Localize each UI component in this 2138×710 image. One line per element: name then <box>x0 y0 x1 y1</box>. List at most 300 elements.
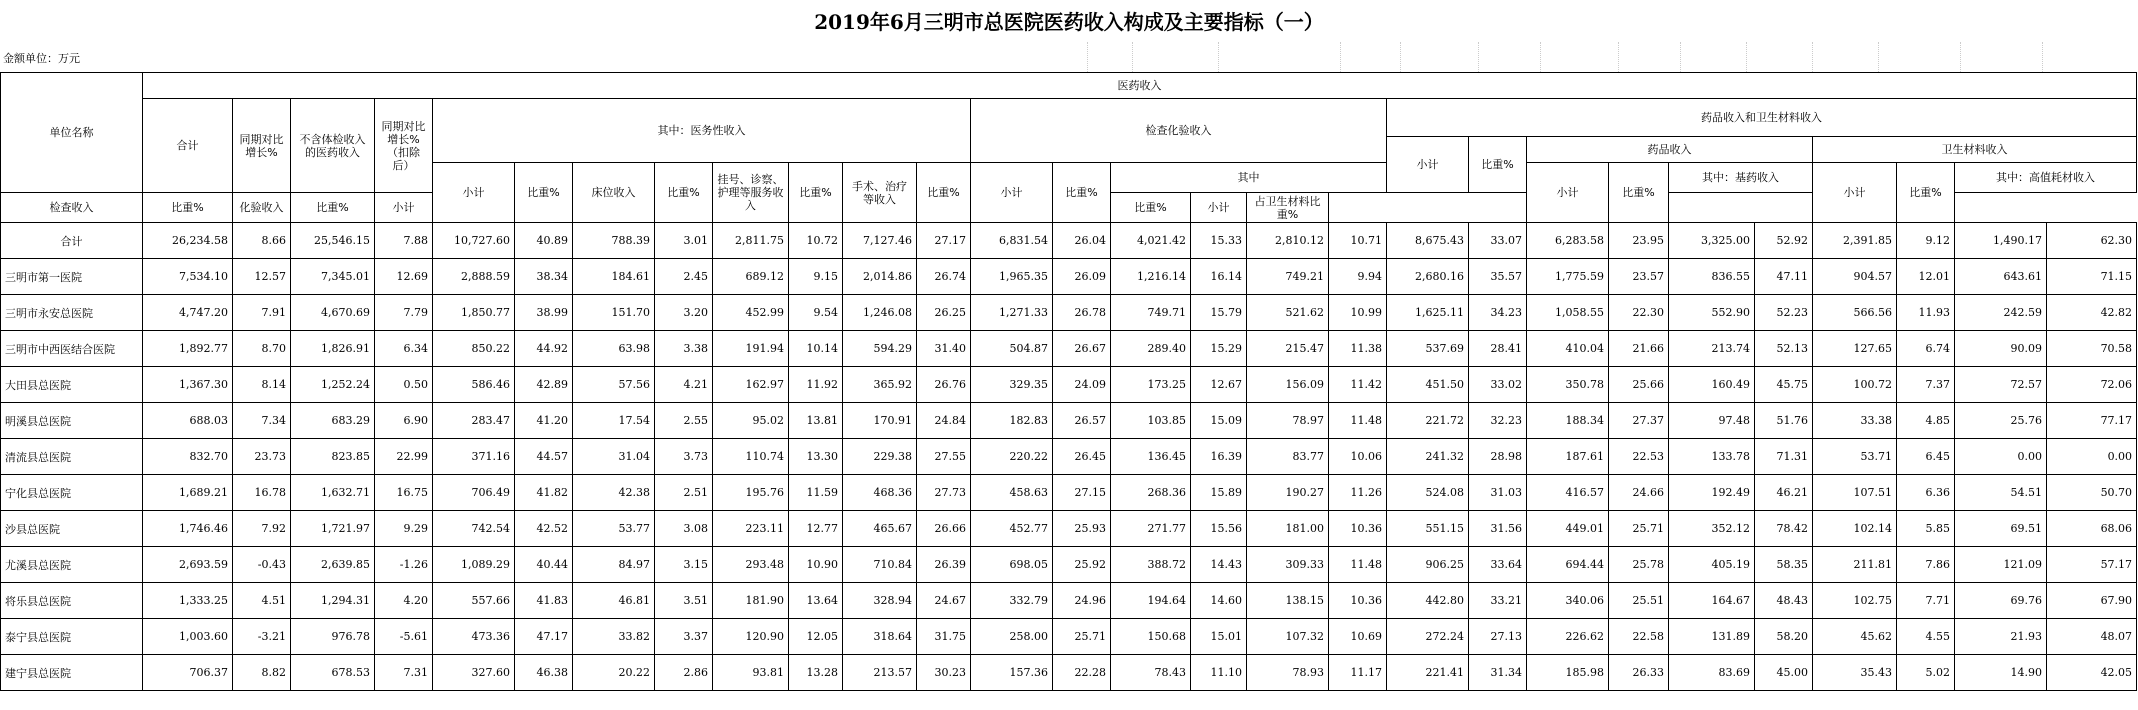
row-unit-name: 明溪县总医院 <box>1 403 143 439</box>
table-cell: 22.30 <box>1609 295 1669 331</box>
table-cell: 24.84 <box>917 403 971 439</box>
table-cell: 11.59 <box>789 475 843 511</box>
table-cell: 1,252.24 <box>291 367 375 403</box>
table-cell: 11.48 <box>1329 547 1387 583</box>
table-cell: 1,089.29 <box>433 547 515 583</box>
table-cell: 181.90 <box>713 583 789 619</box>
header-bed-share: 比重% <box>655 163 713 223</box>
spreadsheet-gridlines <box>0 42 2138 72</box>
unit-label: 金额单位：万元 <box>3 52 80 65</box>
table-cell: 181.00 <box>1247 511 1329 547</box>
table-cell: 11.10 <box>1191 655 1247 691</box>
table-cell: 7.71 <box>1897 583 1955 619</box>
table-cell: 38.99 <box>515 295 573 331</box>
header-material-subtotal: 小计 <box>1813 163 1897 223</box>
header-drug-subtotal: 小计 <box>1527 163 1609 223</box>
table-cell: 452.99 <box>713 295 789 331</box>
table-cell: 11.92 <box>789 367 843 403</box>
table-cell: 13.28 <box>789 655 843 691</box>
table-cell: 226.62 <box>1527 619 1609 655</box>
table-cell: 749.71 <box>1111 295 1191 331</box>
table-cell: 102.14 <box>1813 511 1897 547</box>
table-cell: 465.67 <box>843 511 917 547</box>
table-cell: 2,693.59 <box>143 547 233 583</box>
table-cell: 21.66 <box>1609 331 1669 367</box>
table-cell: 241.32 <box>1387 439 1469 475</box>
table-cell: 3.38 <box>655 331 713 367</box>
table-cell: 452.77 <box>971 511 1053 547</box>
header-high-value: 其中：高值耗材收入 <box>1955 163 2137 193</box>
table-cell: 0.00 <box>1955 439 2047 475</box>
table-cell: 53.71 <box>1813 439 1897 475</box>
table-cell: 22.58 <box>1609 619 1669 655</box>
table-cell: 185.98 <box>1527 655 1609 691</box>
table-cell: 14.90 <box>1955 655 2047 691</box>
table-cell: 78.42 <box>1755 511 1813 547</box>
table-cell: 6.90 <box>375 403 433 439</box>
table-row <box>1 295 2137 331</box>
header-drug-income: 药品收入 <box>1527 137 1813 163</box>
table-cell: 9.12 <box>1897 223 1955 259</box>
table-cell: 191.94 <box>713 331 789 367</box>
table-cell: 26.45 <box>1053 439 1111 475</box>
table-cell: 8.82 <box>233 655 291 691</box>
table-cell: -0.43 <box>233 547 291 583</box>
table-cell: 131.89 <box>1669 619 1755 655</box>
table-cell: 211.81 <box>1813 547 1897 583</box>
table-cell: 11.26 <box>1329 475 1387 511</box>
table-cell: 48.43 <box>1755 583 1813 619</box>
table-cell: 11.48 <box>1329 403 1387 439</box>
table-cell: 551.15 <box>1387 511 1469 547</box>
table-row <box>1 511 2137 547</box>
header-lab-income: 检查化验收入 <box>971 99 1387 163</box>
header-dm-share: 比重% <box>1469 137 1527 193</box>
table-cell: 42.05 <box>2047 655 2137 691</box>
table-cell: 160.49 <box>1669 367 1755 403</box>
page-title: 2019年6月三明市总医院医药收入构成及主要指标（一） <box>814 10 1324 34</box>
table-cell: 15.01 <box>1191 619 1247 655</box>
table-cell: 742.54 <box>433 511 515 547</box>
table-cell: 1,826.91 <box>291 331 375 367</box>
table-cell: 45.00 <box>1755 655 1813 691</box>
table-cell: 23.57 <box>1609 259 1669 295</box>
header-excl-exam: 不含体检收入的医药收入 <box>291 99 375 193</box>
table-cell: 6,831.54 <box>971 223 1053 259</box>
table-cell: 78.43 <box>1111 655 1191 691</box>
table-cell: 31.04 <box>573 439 655 475</box>
table-cell: 1,746.46 <box>143 511 233 547</box>
table-cell: 5.02 <box>1897 655 1955 691</box>
header-material-share: 比重% <box>1897 163 1955 223</box>
table-cell: 11.93 <box>1897 295 1955 331</box>
table-cell: 5.85 <box>1897 511 1955 547</box>
table-cell: 25.78 <box>1609 547 1669 583</box>
table-cell: 289.40 <box>1111 331 1191 367</box>
row-unit-name: 尤溪县总医院 <box>1 547 143 583</box>
table-cell: 9.54 <box>789 295 843 331</box>
table-cell: 4.55 <box>1897 619 1955 655</box>
table-cell: 27.73 <box>917 475 971 511</box>
table-cell: 50.70 <box>2047 475 2137 511</box>
table-cell: 283.47 <box>433 403 515 439</box>
table-cell: 77.17 <box>2047 403 2137 439</box>
table-cell: 31.56 <box>1469 511 1527 547</box>
header-drug-material-income: 药品收入和卫生材料收入 <box>1387 99 2137 137</box>
row-unit-name: 大田县总医院 <box>1 367 143 403</box>
table-cell: 9.15 <box>789 259 843 295</box>
table-cell: 35.57 <box>1469 259 1527 295</box>
table-cell: 120.90 <box>713 619 789 655</box>
table-cell: 58.35 <box>1755 547 1813 583</box>
table-cell: 26,234.58 <box>143 223 233 259</box>
table-cell: 410.04 <box>1527 331 1609 367</box>
table-cell: 850.22 <box>433 331 515 367</box>
table-cell: 45.62 <box>1813 619 1897 655</box>
table-cell: 12.57 <box>233 259 291 295</box>
table-cell: 904.57 <box>1813 259 1897 295</box>
row-unit-name: 沙县总医院 <box>1 511 143 547</box>
table-cell: 57.56 <box>573 367 655 403</box>
table-row <box>1 331 2137 367</box>
table-cell: 136.45 <box>1111 439 1191 475</box>
table-cell: 24.09 <box>1053 367 1111 403</box>
table-cell: 329.35 <box>971 367 1053 403</box>
table-cell: 10.99 <box>1329 295 1387 331</box>
table-cell: 57.17 <box>2047 547 2137 583</box>
table-cell: 1,058.55 <box>1527 295 1609 331</box>
table-cell: 16.14 <box>1191 259 1247 295</box>
table-cell: 268.36 <box>1111 475 1191 511</box>
table-cell: 1,490.17 <box>1955 223 2047 259</box>
table-cell: 2.55 <box>655 403 713 439</box>
table-cell: 26.74 <box>917 259 971 295</box>
table-cell: 1,632.71 <box>291 475 375 511</box>
income-table <box>0 72 2137 691</box>
table-row <box>1 619 2137 655</box>
header-high-value-subtotal: 小计 <box>1191 193 1247 223</box>
table-cell: 11.42 <box>1329 367 1387 403</box>
table-cell: 26.67 <box>1053 331 1111 367</box>
table-cell: 327.60 <box>433 655 515 691</box>
table-cell: 8.14 <box>233 367 291 403</box>
header-essential-share: 比重% <box>1111 193 1191 223</box>
table-cell: 69.51 <box>1955 511 2047 547</box>
table-cell: 14.43 <box>1191 547 1247 583</box>
table-cell: 683.29 <box>291 403 375 439</box>
header-yoy: 同期对比增长% <box>233 99 291 193</box>
table-cell: 15.33 <box>1191 223 1247 259</box>
table-cell: 188.34 <box>1527 403 1609 439</box>
table-cell: 7,345.01 <box>291 259 375 295</box>
header-yoy-excl: 同期对比增长%（扣除后） <box>375 99 433 193</box>
header-lab-share: 比重% <box>1053 163 1111 223</box>
header-medical-income: 医药收入 <box>143 73 2137 99</box>
table-row <box>1 583 2137 619</box>
header-exam-share: 比重% <box>143 193 233 223</box>
table-cell: 242.59 <box>1955 295 2047 331</box>
header-drug-share: 比重% <box>1609 163 1669 223</box>
table-cell: 1,965.35 <box>971 259 1053 295</box>
table-cell: 67.90 <box>2047 583 2137 619</box>
table-cell: 2,888.59 <box>433 259 515 295</box>
table-cell: 31.34 <box>1469 655 1527 691</box>
table-cell: 328.94 <box>843 583 917 619</box>
table-cell: 2,014.86 <box>843 259 917 295</box>
table-cell: 72.57 <box>1955 367 2047 403</box>
table-cell: 832.70 <box>143 439 233 475</box>
table-cell: 25.93 <box>1053 511 1111 547</box>
table-cell: 473.36 <box>433 619 515 655</box>
table-cell: 156.09 <box>1247 367 1329 403</box>
table-cell: 365.92 <box>843 367 917 403</box>
table-cell: 68.06 <box>2047 511 2137 547</box>
table-cell: 24.67 <box>917 583 971 619</box>
table-cell: 6.36 <box>1897 475 1955 511</box>
table-cell: 102.75 <box>1813 583 1897 619</box>
table-cell: 26.78 <box>1053 295 1111 331</box>
table-cell: 42.89 <box>515 367 573 403</box>
table-cell: 46.21 <box>1755 475 1813 511</box>
table-cell: 223.11 <box>713 511 789 547</box>
table-cell: 184.61 <box>573 259 655 295</box>
table-cell: 26.04 <box>1053 223 1111 259</box>
table-row <box>1 259 2137 295</box>
table-cell: 7,534.10 <box>143 259 233 295</box>
table-cell: 23.73 <box>233 439 291 475</box>
table-cell: 84.97 <box>573 547 655 583</box>
table-cell: 7.37 <box>1897 367 1955 403</box>
header-total: 合计 <box>143 99 233 193</box>
table-cell: 133.78 <box>1669 439 1755 475</box>
table-cell: 521.62 <box>1247 295 1329 331</box>
table-cell: 90.09 <box>1955 331 2047 367</box>
table-cell: 371.16 <box>433 439 515 475</box>
row-unit-name: 三明市第一医院 <box>1 259 143 295</box>
table-cell: 27.55 <box>917 439 971 475</box>
table-cell: 1,271.33 <box>971 295 1053 331</box>
table-cell: 0.00 <box>2047 439 2137 475</box>
table-cell: 557.66 <box>433 583 515 619</box>
table-cell: -1.26 <box>375 547 433 583</box>
table-cell: 16.75 <box>375 475 433 511</box>
table-cell: 150.68 <box>1111 619 1191 655</box>
table-cell: 309.33 <box>1247 547 1329 583</box>
table-cell: 13.30 <box>789 439 843 475</box>
table-cell: 10,727.60 <box>433 223 515 259</box>
table-cell: 110.74 <box>713 439 789 475</box>
table-cell: 1,689.21 <box>143 475 233 511</box>
table-row <box>1 547 2137 583</box>
table-cell: 12.67 <box>1191 367 1247 403</box>
table-row <box>1 655 2137 691</box>
table-cell: 10.71 <box>1329 223 1387 259</box>
table-cell: 258.00 <box>971 619 1053 655</box>
table-cell: 33.21 <box>1469 583 1527 619</box>
table-cell: 48.07 <box>2047 619 2137 655</box>
table-cell: 182.83 <box>971 403 1053 439</box>
table-cell: 2.86 <box>655 655 713 691</box>
table-cell: 41.83 <box>515 583 573 619</box>
table-cell: 2,811.75 <box>713 223 789 259</box>
table-cell: 1,850.77 <box>433 295 515 331</box>
table-cell: 6.45 <box>1897 439 1955 475</box>
table-cell: 10.36 <box>1329 511 1387 547</box>
table-cell: 504.87 <box>971 331 1053 367</box>
table-cell: 340.06 <box>1527 583 1609 619</box>
table-cell: 27.37 <box>1609 403 1669 439</box>
table-cell: 332.79 <box>971 583 1053 619</box>
header-exam: 检查收入 <box>1 193 143 223</box>
header-lab-subtotal: 小计 <box>971 163 1053 223</box>
table-cell: 442.80 <box>1387 583 1469 619</box>
table-cell: 157.36 <box>971 655 1053 691</box>
table-cell: 3.08 <box>655 511 713 547</box>
table-cell: 537.69 <box>1387 331 1469 367</box>
table-cell: 138.15 <box>1247 583 1329 619</box>
table-cell: 229.38 <box>843 439 917 475</box>
table-cell: 170.91 <box>843 403 917 439</box>
table-cell: 22.53 <box>1609 439 1669 475</box>
table-cell: 53.77 <box>573 511 655 547</box>
table-row <box>1 367 2137 403</box>
table-cell: 62.30 <box>2047 223 2137 259</box>
table-cell: 69.76 <box>1955 583 2047 619</box>
table-cell: 40.89 <box>515 223 573 259</box>
table-cell: 4.21 <box>655 367 713 403</box>
table-header <box>1 73 2137 223</box>
table-cell: 26.25 <box>917 295 971 331</box>
table-cell: 11.17 <box>1329 655 1387 691</box>
header-registration: 挂号、诊察、护理等服务收入 <box>713 163 789 223</box>
table-cell: 35.43 <box>1813 655 1897 691</box>
table-cell: 689.12 <box>713 259 789 295</box>
table-cell: 1,367.30 <box>143 367 233 403</box>
table-cell: 3.20 <box>655 295 713 331</box>
table-cell: 678.53 <box>291 655 375 691</box>
header-svc-share: 比重% <box>515 163 573 223</box>
table-cell: 97.48 <box>1669 403 1755 439</box>
table-cell: 15.09 <box>1191 403 1247 439</box>
table-cell: 25.71 <box>1609 511 1669 547</box>
table-cell: 352.12 <box>1669 511 1755 547</box>
table-cell: 2,639.85 <box>291 547 375 583</box>
table-cell: 906.25 <box>1387 547 1469 583</box>
table-cell: 51.76 <box>1755 403 1813 439</box>
table-cell: 4.85 <box>1897 403 1955 439</box>
table-cell: 54.51 <box>1955 475 2047 511</box>
table-cell: 8.70 <box>233 331 291 367</box>
table-cell: 16.78 <box>233 475 291 511</box>
table-cell: 1,775.59 <box>1527 259 1609 295</box>
table-cell: 41.82 <box>515 475 573 511</box>
table-cell: 25.71 <box>1053 619 1111 655</box>
table-cell: 3.37 <box>655 619 713 655</box>
table-cell: 13.64 <box>789 583 843 619</box>
table-cell: 93.81 <box>713 655 789 691</box>
table-cell: 12.05 <box>789 619 843 655</box>
table-cell: 25.66 <box>1609 367 1669 403</box>
table-cell: 162.97 <box>713 367 789 403</box>
table-cell: 586.46 <box>433 367 515 403</box>
table-cell: 7.31 <box>375 655 433 691</box>
table-cell: 272.24 <box>1387 619 1469 655</box>
table-cell: 107.51 <box>1813 475 1897 511</box>
table-cell: 318.64 <box>843 619 917 655</box>
table-cell: 24.96 <box>1053 583 1111 619</box>
table-cell: 976.78 <box>291 619 375 655</box>
table-cell: 27.13 <box>1469 619 1527 655</box>
table-cell: -5.61 <box>375 619 433 655</box>
table-cell: 33.82 <box>573 619 655 655</box>
row-unit-name: 合计 <box>1 223 143 259</box>
table-cell: 24.66 <box>1609 475 1669 511</box>
table-cell: 10.90 <box>789 547 843 583</box>
table-cell: 12.69 <box>375 259 433 295</box>
table-cell: 213.57 <box>843 655 917 691</box>
table-cell: 25,546.15 <box>291 223 375 259</box>
table-cell: 594.29 <box>843 331 917 367</box>
table-cell: 78.93 <box>1247 655 1329 691</box>
table-cell: 9.94 <box>1329 259 1387 295</box>
table-cell: 71.31 <box>1755 439 1813 475</box>
table-cell: 706.37 <box>143 655 233 691</box>
table-cell: 95.02 <box>713 403 789 439</box>
table-cell: 33.07 <box>1469 223 1527 259</box>
table-cell: 3,325.00 <box>1669 223 1755 259</box>
table-cell: 22.99 <box>375 439 433 475</box>
table-cell: 107.32 <box>1247 619 1329 655</box>
table-cell: 449.01 <box>1527 511 1609 547</box>
table-cell: 710.84 <box>843 547 917 583</box>
table-cell: 21.93 <box>1955 619 2047 655</box>
table-cell: 3.73 <box>655 439 713 475</box>
table-cell: 15.89 <box>1191 475 1247 511</box>
table-cell: 26.66 <box>917 511 971 547</box>
table-cell: 15.29 <box>1191 331 1247 367</box>
table-cell: 15.79 <box>1191 295 1247 331</box>
table-cell: 52.23 <box>1755 295 1813 331</box>
table-cell: 8.66 <box>233 223 291 259</box>
table-cell: 1,294.31 <box>291 583 375 619</box>
table-cell: 6.34 <box>375 331 433 367</box>
table-row <box>1 439 2137 475</box>
table-cell: 47.11 <box>1755 259 1813 295</box>
table-cell: 63.98 <box>573 331 655 367</box>
table-cell: 72.06 <box>2047 367 2137 403</box>
table-cell: 16.39 <box>1191 439 1247 475</box>
table-cell: 25.92 <box>1053 547 1111 583</box>
table-cell: 15.56 <box>1191 511 1247 547</box>
table-cell: 187.61 <box>1527 439 1609 475</box>
table-cell: 27.15 <box>1053 475 1111 511</box>
table-cell: 31.75 <box>917 619 971 655</box>
table-cell: 25.76 <box>1955 403 2047 439</box>
header-essential-drug: 其中：基药收入 <box>1669 163 1813 193</box>
table-cell: 192.49 <box>1669 475 1755 511</box>
table-cell: 46.81 <box>573 583 655 619</box>
table-cell: 30.23 <box>917 655 971 691</box>
table-cell: 6.74 <box>1897 331 1955 367</box>
table-cell: 823.85 <box>291 439 375 475</box>
table-cell: 100.72 <box>1813 367 1897 403</box>
table-cell: 83.69 <box>1669 655 1755 691</box>
table-cell: 451.50 <box>1387 367 1469 403</box>
table-cell: 221.41 <box>1387 655 1469 691</box>
table-cell: 44.92 <box>515 331 573 367</box>
header-surgery-share: 比重% <box>917 163 971 223</box>
table-cell: 8,675.43 <box>1387 223 1469 259</box>
